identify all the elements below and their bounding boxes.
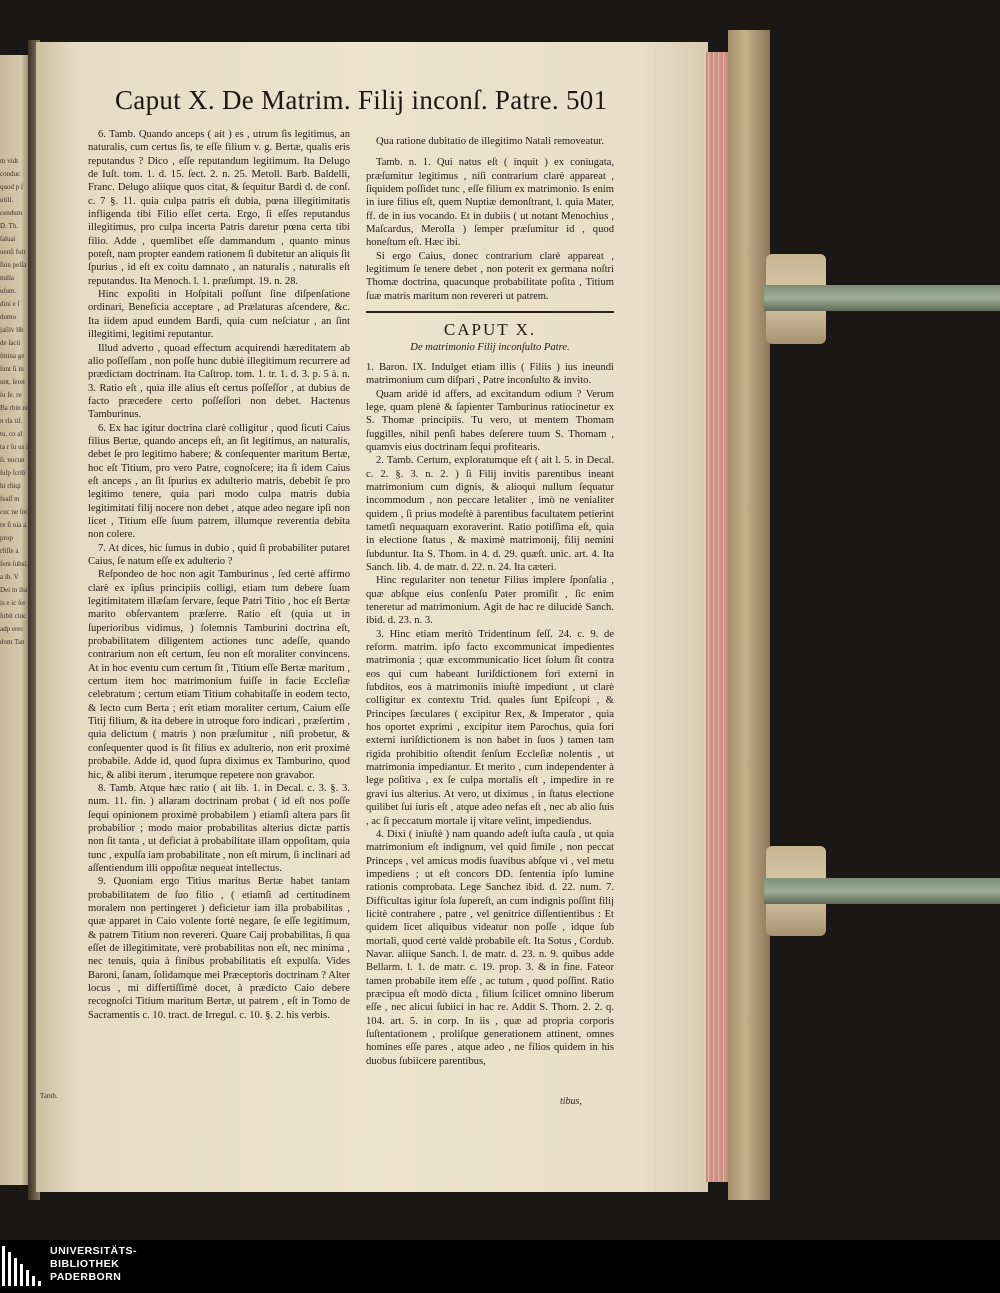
paragraph: 7. At dices, hic ſumus in dubio , quid ſi probabiliter putaret Caius, ſe natum eſſe ex adulterio ? [88, 542, 350, 567]
left-column [88, 128, 350, 1022]
paragraph: Tamb. n. 1. Qui natus eſt ( inquit ) ex coniugata, præſumitur legitimus , niſi contrarium clarè appareat , ſiquidem poſſidet tunc , eſſe filium ex matrimonio. Is enim in iure filius eſt, quem Nuptiæ demonſtrant, l. quia Mater, ff. de in ius vocando. Et in dubiis ( ut notant Menochius , Maſcardus, Merolla ) ſemper præſumitur id , quod honeſtum eſt. Hæc ibi. [366, 157, 614, 249]
paragraph: Illud adverto , quoad effectum acquirendi hæreditatem ab alio poſſeſſam , non poſſe hunc dubiè illegitimum recurrere ad prædictam doctrinam. Ita Caſtrop. tom. 1. tr. 1. d. 3. p. 5 à. n. 3. Ratio eſt , quia ille alius eſt certus poſſeſſor , at dubius de facto præcedere certo poſſeſſori non debet. Hactenus Tamburinus. [88, 342, 350, 421]
paragraph: 1. Baron. IX. Indulget etiam illis ( Filiis ) ius ineundi matrimonium cum diſpari , Patre inconſulto & invito. [366, 361, 614, 387]
paragraph: 6. Ex hac igitur doctrina clarè colligitur , quod ſicuti Caius filius Bertæ, quando anceps eſt, an ſit legitimus, an naturalis, debet ſe pro legitimo habere; & conſequenter maritum Bertæ, hoc eſt Titium, pro vero Patre, cognoſcere; ita ſi idem Caius eſt anceps , an ſit ſpurius ex adulterio matris, debebit ſe pro legitimo tenere, quia pari modo culpa matris dubia legitimitati filij nocere non debet , atque adeo negare ipſi non licet , Titium eſſe ſuum patrem, illumque reverentia debita non colere. [88, 422, 350, 541]
clasp-strap-top [764, 285, 1000, 311]
book-cover-edge [728, 30, 770, 1200]
library-logo-text [50, 1245, 137, 1284]
clasp-strap-bottom [764, 878, 1000, 904]
section-rule [366, 311, 614, 313]
paragraph: Si ergo Caius, donec contrarium clarè appareat , legitimum ſe tenere debet , non poterit ex germana noſtri Thomæ doctrina, quacunque probabilitate poſita , Titium ſuæ matris maritum non revereri ut patrem. [366, 250, 614, 302]
paragraph: Hinc expoſiti in Hoſpitali poſſunt ſine diſpenſatione ordinari, Beneficia acceptare , ad Prælaturas aſcendere, &c. Ita iidem apud eundem Bardi, quia cum neſciatur , an ſint illegitimi, legitimi reputantur. [88, 289, 350, 341]
paragraph: 2. Tamb. Certum, exploratumque eſt ( ait l. 5. in Decal. c. 2. §. 3. n. 2. ) ſi Filij invitis parentibus ineant matrimonium cum dignis, & alioqui nullum ſequatur incommodum , non peccare letaliter , imò ne venialiter quidem , ſi prius modeſtè à parentibus facultatem petierint tametſi nequaquam exoraverint. Ratio potiſſima eſt, quia in electione ſtatus , & maximè matrimonij, filij nemini ſubduntur. Ita S. Thom. in 4. d. 29. quæſt. unic. art. 4. Ita Sanch. lib. 4. de matr. d. 22. n. 24. Ita cæteri. [366, 455, 614, 573]
paragraph: Hinc regulariter non tenetur Filius implere ſponſalia , quæ abſque eius conſenſu Pater promiſit , ſic enim teneretur ad matrimonium. Agit de hac re dilucidè Sanch. ibid. d. 23. n. 3. [366, 575, 614, 627]
paragraph: 9. Quoniam ergo Titius maritus Bertæ habet tantam probabilitatem de ſuo filio , ( etiamſi ad certitudinem moralem non pertingeret ) deficietur iam illa probabilitas , quæ apparet in Caio volente fortè negare, ſe eſſe legitimum, & patrem Titium non revereri. Quare Caij probabilitas, ſi qua eſſet de illegitimitate, verè probabilitas non eſt, nec minima , nec tenuis, quia à finibus probabilitatis eſt expulſa. Vides Baroni, ſanam, ſolidamque mei Præceptoris doctrinam ? Alter locus , mi differtiſſimè docet, à prædicto Caio debere recognoſci Titium maritum Bertæ, ut patrem , eſt in Tomo de Sacramentis c. 10. tract. de Irregul. c. 10. §. 2. his verbis. [88, 876, 350, 1021]
logo-line: BIBLIOTHEK [50, 1258, 120, 1270]
logo-line: PADERBORN [50, 1271, 122, 1283]
paragraph: Quam aridè id affers, ad excitandum odium ? Verum lege, quam plenè & ſapienter Tamburinus ratiocinetur ex S. Thomæ principiis. Tu vero, ut mentem Thomam ſuggilles, nihil penſi habes deſerere tuum S. Thomam , quamvis eius doctrinam ſequi profitearis. [366, 388, 614, 453]
left-page-edge [0, 55, 30, 1185]
left-margin-text: m vidt conduc quod p ſ utili. cendum D. Th. ſaluai uenſi fuit ſion peſſa nulla uſum. dini e ſ domo jaſilv lib de ſacii ſmina ge ſunt ſi in unt, ſerei ſu fe. re Ba rbin ni n rſa tif. tu, co al ta r ſu us ſ ſi. nocun ſuſp ſcrib hi rſtiqi feaſſ m cuc ne ſot re ſi nia a prop rfiſſe a fem ſubsi. a ib. V Dei in ilsi is e ic ſer ſubit cinc adp erec dom Tan [0, 157, 28, 646]
catchword: tibus, [560, 1096, 582, 1107]
chapter-title: CAPUT X. [443, 320, 537, 340]
chapter-subtitle: De matrimonio Filij inconſulto Patre. [410, 342, 570, 354]
right-column [366, 135, 614, 1068]
paragraph: 8. Tamb. Atque hæc ratio ( ait lib. 1. in Decal. c. 3. §. 3. num. 11. fin. ) allaram doctrinam probat ( id eſt nos poſſe ſequi opinionem proximè probabilem ) etiamſi altera pars ſit probabilior ; modo maior probabilitas alterius dictæ partis non ſit tanta , ut deficiat à probabilitate illam oppoſitam, quia tunc , expulſa iam probabilitate , non eſt mirum, ſi inclinari ad aſſentiendum illi oppoſitæ nequeat intellectus. [88, 782, 350, 874]
logo-line: UNIVERSITÄTS- [50, 1245, 138, 1257]
paragraph: Reſpondeo de hoc non agit Tamburinus , ſed certè affirmo clarè ex ipſius principiis colligi, etiam tum debere ſuam legitimitatem illæſam ſervare, ſeque Patri Titio , hoc eſt Bertæ marito obſervantem præſerre. Ratio eſt (quia ut in ſuperioribus vidimus, ) ſolemnis Tamburini doctrina eſt, probabilitatem diligentem actiones tunc adeſſe, quando contrarium non eſt certum, ſeu non eſt moraliter convincens. At in hoc eventu cum certum ſit , Titium eſſe Bertæ maritum , certum item hoc matrimonium fuiſſe in facie Eccleſiæ celebratum ; certum etiam Titium cohabitaſſe in eodem tecto, & lecto cum Berta ; erit etiam moraliter certum, Caium eſſe Titij filium, & ita debere in utroque foro indicari , præſertim , quia delictum ( matris ) non præſumitur , niſi probetur, & conſequenter quod is ſit filius ex adulterio, non erit proximè probabile. Adde id, quod ſupra diximus ex Tamburino, quod hic, & alibi iterum , iterumque repetere non gravabor. [88, 569, 350, 781]
section-subtitle: Qua ratione dubitatio de illegitimo Natali removeatur. [376, 136, 604, 147]
paragraph: 3. Hinc etiam meritò Tridentinum ſeſſ. 24. c. 9. de reform. matrim. ipſo facto excommunicat impedientes matrimonia ; quæ excommunicatio licet ſolum ſit contra eos qui cum habeant Iuriſdictionem fori externi in ſubditos, eos à matrimoniis iniuſtè impediunt , ut clarè colligitur ex contextu Trid. quales ſunt Epiſcopi , & Principes ſæculares ( excipitur Rex, & Imperator , quia hos oportet exprimi , excipitur item Parochus, quia fori externi iuriſdictionem is non habet in ſuos ) tamen tam rigida prohibitio oſtendit ſenſum Eccleſiæ nolentis , ut matrimonia impediantur. Et merito , cum independenter à lege poſitiva , ex ſe culpa mortalis eſt , impedire in re gravi ius alterius. At vero, ut diximus , in ſtatus electione quilibet ſui iuris eſt , atque adeo nefas eſt , nec ab alio ſuis , ac ſi peccatum mortale ij vitare velint, impediendus. [366, 628, 614, 827]
library-logo-icon [2, 1246, 44, 1286]
left-catchword: Tamb. [40, 1092, 58, 1100]
footer-bar [0, 1240, 1000, 1293]
paragraph: 4. Dixi ( iniuſtè ) nam quando adeſt iuſta cauſa , ut quia matrimonium eſt indignum, vel quid ſimile , non peccat Princeps , vel amicus modis ſuavibus abſque vi , vel metu impediens ; ut eſt concors DD. ſententia ipſo lumine rationis comprobata. Lege Sanchez ibid. d. 22. num. 7. Difficultas igitur ſola ſupereſt, an cum indignis poſſint filij licitè contrahere , patre , vel genitrice diſſentientibus : Et quidem licet aliquibus videatur non poſſe , idque ſub mortali, quod certè valdè probabile eſt. Ita Sotus , Cordub. Navar. aliique Sanch. l. de matr. d. 23. n. 9. quibus adde Bellarm. l. 1. de matr. c. 19. prop. 3. & in fine. Fateor tamen probabile item eſſe , ac tutum , quod poſſint. Ratio præcipua eſt modò dicta , filium ſcilicet omnino liberum eſſe , nec alicui ſubiici in hac re. Addit S. Thom. 2. 2. q. 104. art. 5. in corp. In iis , quæ ad propria corporis ſuſtentationem , proliſque generationem attinent, omnes homines eſſe pares , atque adeo , ne filios quidem in his duobus ſubiicere parentibus, [366, 828, 614, 1067]
running-header: Caput X. De Matrim. Filij inconſ. Patre. 501 [115, 85, 608, 115]
paragraph: 6. Tamb. Quando anceps ( ait ) es , utrum ſis legitimus, an naturalis, cum certus ſis, te eſſe filium v. g. Bertæ, qualis eris reputandus ? Dico , eſſe reputandum legitimum. Ita Delugo de Iuſt. tom. 1. d. 15. ſect. 2. n. 25. Metoll. Barb. Baldelli, Franc. Delugo aliique quos citat, & ſequitur Bardi d. de conſ. c. 7 §. 11. quia culpa patris eſt dubia, pœna illegitimitatis infligenda tibi Filio eſſet certa. Ergo, ſi eſſes reputandus illegitimus, pro culpa incerta Patris daretur pœna certa tibi filio. Adde , quemlibet eſſe dammandum , quanto minus poteſt, nam propter eandem rationem ſi dubitetur an aliquis ſit ſpurius , id eſt ex coitu damnato , an naturalis , naturalis eſt reputandus. Ita Menoch. l. 1. præſumpt. 19. n. 28. [88, 129, 350, 287]
page-edges [706, 52, 728, 1182]
